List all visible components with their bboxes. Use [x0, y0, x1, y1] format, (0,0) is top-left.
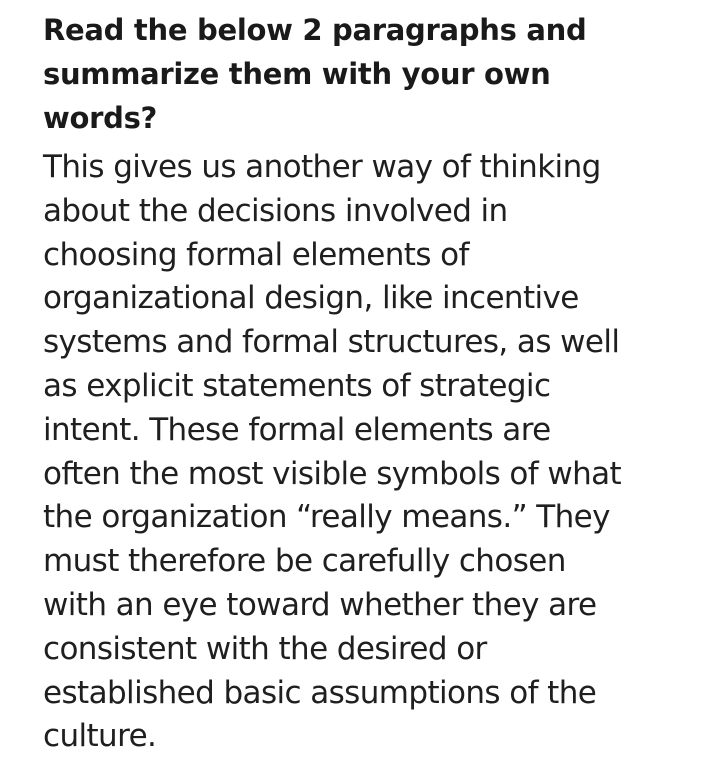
paragraph-line: choosing formal elements of: [43, 236, 469, 273]
paragraph-text: [43, 146, 683, 759]
paragraph-line: culture.: [43, 718, 157, 755]
paragraph-line: as explicit statements of strategic: [43, 367, 551, 404]
paragraph-line: the organization “really means.” They: [43, 499, 610, 536]
paragraph-line: established basic assumptions of the: [43, 674, 597, 711]
paragraph-line: organizational design, like incentive: [43, 280, 579, 317]
question-heading: [43, 8, 683, 140]
paragraph-line: consistent with the desired or: [43, 630, 487, 667]
paragraph-line: systems and formal structures, as well: [43, 324, 620, 361]
paragraph-line: This gives us another way of thinking: [43, 149, 601, 185]
paragraph-line: with an eye toward whether they are: [43, 586, 597, 623]
question-line: summarize them with your own: [43, 57, 551, 91]
paragraph-line: must therefore be carefully chosen: [43, 543, 566, 580]
question-line: words?: [43, 101, 158, 135]
paragraph-line: often the most visible symbols of what: [43, 455, 622, 492]
question-line: Read the below 2 paragraphs and: [43, 13, 587, 47]
paragraph-line: about the decisions involved in: [43, 192, 508, 229]
document-content: [43, 8, 683, 759]
paragraph-line: intent. These formal elements are: [43, 411, 551, 448]
